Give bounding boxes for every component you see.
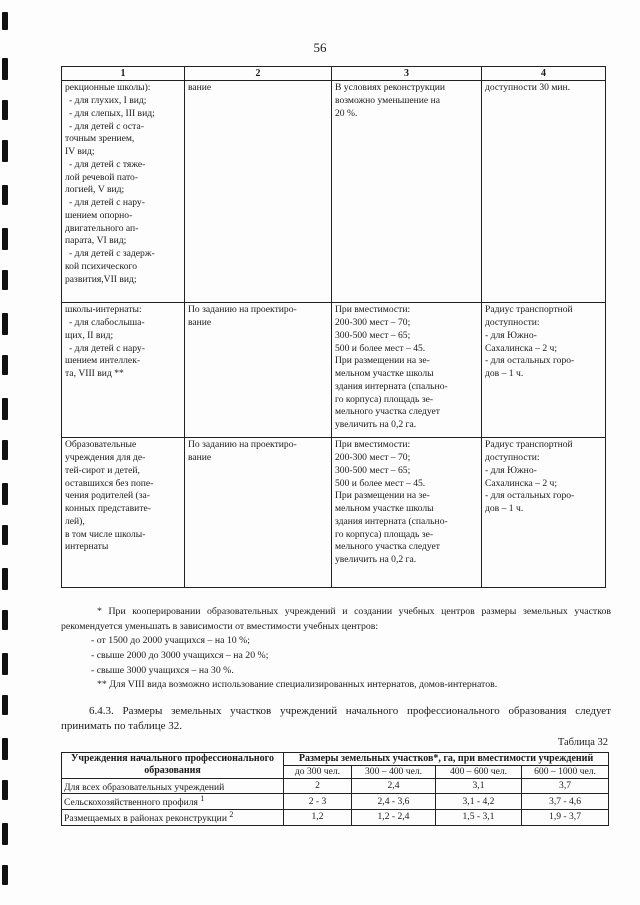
cell-line: учреждения для де- xyxy=(65,452,146,464)
cell-line: 200-300 мест – 70; xyxy=(335,452,411,464)
cell-line: При размещении на зе- xyxy=(335,490,430,502)
table-cell: 2 - 3 xyxy=(284,794,352,810)
cell-line: 300-500 мест – 65; xyxy=(335,329,411,341)
table-cell xyxy=(332,303,482,438)
cell-line: По заданию на проектиро- xyxy=(188,439,297,451)
table32-subheader: 300 – 400 чел. xyxy=(352,766,436,779)
table-cell: 3,1 - 4,2 xyxy=(436,794,522,810)
cell-line: Радиус транспортной xyxy=(485,439,573,451)
cell-line: двигательного ап- xyxy=(65,222,139,234)
cell-line: - для остальных горо- xyxy=(485,355,575,367)
cell-line: мельного участка следует xyxy=(335,541,440,553)
table-cell: 1,2 - 2,4 xyxy=(352,809,436,825)
cell-line: доступности 30 мин. xyxy=(485,82,571,94)
table-cell xyxy=(482,303,606,438)
cell-line: школы-интернаты: xyxy=(65,304,142,316)
cell-line: здания интерната (спально- xyxy=(335,380,448,392)
table-cell: 3,7 - 4,6 xyxy=(522,794,609,810)
cell-line: точным зрением, xyxy=(65,133,135,145)
table-row xyxy=(62,794,609,810)
cell-line: - для детей с тяже- xyxy=(69,158,146,170)
page-number: 56 xyxy=(313,40,327,55)
cell-line: - для детей с нару- xyxy=(69,342,145,354)
footnote-item: - свыше 3000 учащихся – на 30 %. xyxy=(91,664,234,676)
footnote-double-star: ** Для VIII вида возможно использование специализированных интернатов, домов-интернатов. xyxy=(97,679,498,691)
table-row xyxy=(62,303,606,438)
table32-subheader: 400 – 600 чел. xyxy=(436,766,522,779)
table-cell xyxy=(332,438,482,588)
cell-line: - для детей с нару- xyxy=(69,197,145,209)
col-header: 4 xyxy=(482,67,606,81)
table-cell: 2 xyxy=(284,778,352,794)
cell-line: го корпуса) площадь зе- xyxy=(335,393,434,405)
table-cell xyxy=(185,303,332,438)
cell-line: 200-300 мест – 70; xyxy=(335,317,411,329)
cell-line: шением опорно- xyxy=(65,209,133,221)
table32-header-right: Размеры земельных участков*, га, при вместимости учреждений xyxy=(284,753,609,766)
cell-line: щих, II вид; xyxy=(65,329,114,341)
table-row xyxy=(62,809,609,825)
table-cell: 2,4 xyxy=(352,778,436,794)
cell-line: шением интеллек- xyxy=(65,355,141,367)
table-cell xyxy=(185,438,332,588)
cell-line: IV вид; xyxy=(65,146,95,158)
cell-line: увеличить на 0,2 га. xyxy=(335,419,417,431)
table-32 xyxy=(61,752,609,826)
table-cell: 3,1 xyxy=(436,778,522,794)
cell-line: мельного участка следует xyxy=(335,406,440,418)
cell-line: вание xyxy=(188,452,212,464)
cell-line: тей-сирот и детей, xyxy=(65,464,140,476)
cell-line: мельном участке школы xyxy=(335,503,434,515)
row-label: Для всех образовательных учреждений xyxy=(62,778,284,794)
cell-line: логией, V вид; xyxy=(65,184,125,196)
facilities-table xyxy=(61,66,606,588)
cell-line: Сахалинска – 2 ч; xyxy=(485,342,558,354)
cell-line: в том числе школы- xyxy=(65,528,146,540)
cell-line: возможно уменьшение на xyxy=(335,95,440,107)
table32-header-left: Учреждения начального профессионального образования xyxy=(62,753,284,779)
table-cell: 2,4 - 3,6 xyxy=(352,794,436,810)
table-row xyxy=(62,778,609,794)
table-cell: 3,7 xyxy=(522,778,609,794)
table-header-row xyxy=(62,67,606,81)
cell-line: При размещении на зе- xyxy=(335,355,430,367)
cell-line: чения родителей (за- xyxy=(65,490,150,502)
cell-line: дов – 1 ч. xyxy=(485,503,524,515)
cell-line: - для детей с оста- xyxy=(69,120,144,132)
cell-line: доступности: xyxy=(485,317,540,329)
cell-line: При вместимости: xyxy=(335,439,411,451)
table32-subheader: 600 – 1000 чел. xyxy=(522,766,609,779)
table-cell: 1,9 - 3,7 xyxy=(522,809,609,825)
cell-line: - для Южно- xyxy=(485,329,537,341)
cell-line: 500 и более мест – 45. xyxy=(335,477,426,489)
cell-line: - для глухих, I вид; xyxy=(69,95,147,107)
cell-line: рекционные школы): xyxy=(65,82,151,94)
cell-line: - для детей с задерж- xyxy=(69,248,155,260)
cell-line: - для слепых, III вид; xyxy=(69,107,155,119)
cell-line: вание xyxy=(188,82,212,94)
cell-line: доступности: xyxy=(485,452,540,464)
table-cell xyxy=(332,81,482,303)
table-cell xyxy=(62,303,185,438)
cell-line: Радиус транспортной xyxy=(485,304,573,316)
cell-line: В условиях реконструкции xyxy=(335,82,445,94)
cell-line: оставшихся без попе- xyxy=(65,477,154,489)
row-label: Размещаемых в районах реконструкции $^2$ xyxy=(62,809,284,825)
cell-line: При вместимости: xyxy=(335,304,411,316)
table-row xyxy=(62,438,606,588)
cell-line: Сахалинска – 2 ч; xyxy=(485,477,558,489)
binder-holes xyxy=(0,0,18,905)
cell-line: 500 и более мест – 45. xyxy=(335,342,426,354)
cell-line: та, VIII вид ** xyxy=(65,368,124,380)
table32-subheader: до 300 чел. xyxy=(284,766,352,779)
cell-line: увеличить на 0,2 га. xyxy=(335,554,417,566)
table-cell xyxy=(482,438,606,588)
col-header: 1 xyxy=(62,67,185,81)
table-cell: 1,5 - 3,1 xyxy=(436,809,522,825)
col-header: 2 xyxy=(185,67,332,81)
cell-line: лей), xyxy=(65,515,85,527)
cell-line: лой речевой пато- xyxy=(65,171,139,183)
footnotes xyxy=(61,605,611,693)
footnote-star: * При кооперировании образовательных учреждений и создании учебных центров размеры земельных участков рекомендуется уменьшать в зависимости от вместимости учебных центров: xyxy=(61,606,611,632)
table-cell xyxy=(62,438,185,588)
table-cell xyxy=(62,81,185,303)
table-cell xyxy=(482,81,606,303)
cell-line: конных представите- xyxy=(65,503,151,515)
table-cell: 1,2 xyxy=(284,809,352,825)
table-cell xyxy=(185,81,332,303)
cell-line: вание xyxy=(188,317,212,329)
cell-line: парата, VI вид; xyxy=(65,235,127,247)
row-label: Сельскохозяйственного профиля $^1$ xyxy=(62,794,284,810)
col-header: 3 xyxy=(332,67,482,81)
cell-line: развития,VII вид; xyxy=(65,273,137,285)
cell-line: 300-500 мест – 65; xyxy=(335,464,411,476)
footnote-item: - от 1500 до 2000 учащихся – на 10 %; xyxy=(91,635,251,647)
cell-line: - для Южно- xyxy=(485,464,537,476)
cell-line: кой психического xyxy=(65,260,138,272)
cell-line: - для остальных горо- xyxy=(485,490,575,502)
cell-line: дов – 1 ч. xyxy=(485,368,524,380)
table-caption: Таблица 32 xyxy=(557,737,608,748)
cell-line: интернаты xyxy=(65,541,109,553)
cell-line: - для слабослыша- xyxy=(69,317,145,329)
cell-line: 20 %. xyxy=(335,107,358,119)
cell-line: По заданию на проектиро- xyxy=(188,304,297,316)
cell-line: мельном участке школы xyxy=(335,368,434,380)
table-row xyxy=(62,81,606,303)
cell-line: го корпуса) площадь зе- xyxy=(335,528,434,540)
footnote-item: - свыше 2000 до 3000 учащихся – на 20 %; xyxy=(91,650,269,662)
cell-line: Образовательные xyxy=(65,439,137,451)
section-paragraph: 6.4.3. Размеры земельных участков учреждений начального профессионального образования следует принимать по таблице 32. xyxy=(61,705,611,733)
cell-line: здания интерната (спально- xyxy=(335,515,448,527)
